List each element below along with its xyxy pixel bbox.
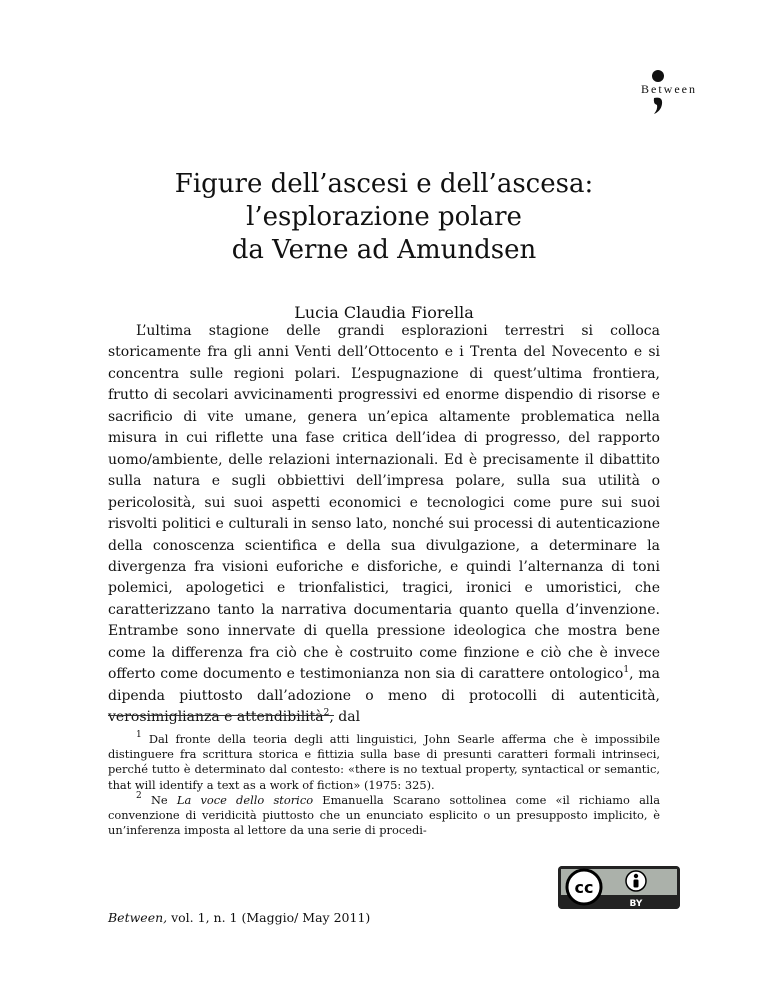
journal-citation xyxy=(108,910,370,925)
footnote-book-title: La voce dello storico xyxy=(176,792,314,807)
by-label: BY xyxy=(629,899,643,909)
footnote-text: Dal fronte della teoria degli atti linguistici, John Searle afferma che è impossibile distinguere fra scrittura storica e fittizia sulla base di presunti caratteri formali intrinseci, perché tutto è determinato dal contesto: «there is no textual property, syntactical or semantic, that will identify a text as a work of fiction» (1975: 325). xyxy=(108,732,660,792)
cc-by-license-badge[interactable] xyxy=(558,866,680,909)
footnote-text: Emanuella Scarano sottolinea come «il richiamo alla convenzione di veridicità piuttosto che un enunciato esplicito o un presupposto implicito, è un’inferenza imposta al lettore da una serie di procedi- xyxy=(108,792,660,838)
footnote-number: 1 xyxy=(136,730,142,740)
journal-logo xyxy=(641,68,711,118)
title-line: da Verne ad Amundsen xyxy=(231,235,537,265)
footnote-separator xyxy=(108,715,334,716)
cc-icon-label: cc xyxy=(574,878,594,897)
body-text-part: , dal xyxy=(329,709,361,726)
cc-by-badge-graphic xyxy=(558,866,680,909)
footnote-2 xyxy=(108,790,660,839)
title-line: Figure dell’ascesi e dell’ascesa: xyxy=(174,169,594,199)
paper-title xyxy=(100,168,668,267)
footnote-ref-1[interactable]: 1 xyxy=(623,665,630,676)
body-paragraph xyxy=(108,321,660,729)
footnote-number: 2 xyxy=(136,790,142,801)
author-name: Lucia Claudia Fiorella xyxy=(294,303,474,322)
journal-name: Between, xyxy=(108,910,168,925)
footnotes xyxy=(108,732,660,838)
footnote-ref-2[interactable]: 2 xyxy=(323,708,330,719)
body-text-part: L’ultima stagione delle grandi esplorazioni terrestri si colloca storicamente fra gli anni Venti dell’Ottocento e i Trenta del Novecento e si concentra sulle regioni polari. L’espugnazione di quest’ultima frontiera, frutto di secolari avvicinamenti progressivi ed enorme dispendio di risorse e sacrificio di vite umane, genera un’epica altamente problematica nella misura in cui riflette una fase critica dell’idea di progresso, del rapporto uomo/ambiente, delle relazioni internazionali. Ed è precisamente il dibattito sulla natura e sugli obbiettivi dell’impresa polare, sulla sua utilità o pericolosità, sui suoi aspetti economici e tecnologici come pure sui suoi risvolti politici e culturali in senso lato, nonché sui processi di autenticazione della conoscenza scientifica e della sua divulgazione, a determinare la divergenza fra visioni euforiche e disforiche, e quindi l’alternanza di toni polemici, apologetici e trionfalistici, tragici, ironici e umoristici, che caratterizzano tanto la narrativa documentaria quanto quella d’invenzione. Entrambe sono innervate di quella pressione ideologica che mostra bene come la differenza fra ciò che è costruito come finzione e ciò che è invece offerto come documento e testimonianza non sia di carattere ontologico xyxy=(108,323,660,683)
journal-logo-text: Between xyxy=(641,82,697,96)
title-line: l’esplorazione polare xyxy=(246,202,522,232)
body-text-part: , ma dipenda piuttosto dall’adozione o meno di protocolli di autenticità, verosimiglianza e attendibilità xyxy=(108,666,660,726)
footnote-1 xyxy=(108,732,660,793)
issue-info: vol. 1, n. 1 (Maggio/ May 2011) xyxy=(167,910,371,925)
footnote-text: Ne xyxy=(141,792,177,807)
